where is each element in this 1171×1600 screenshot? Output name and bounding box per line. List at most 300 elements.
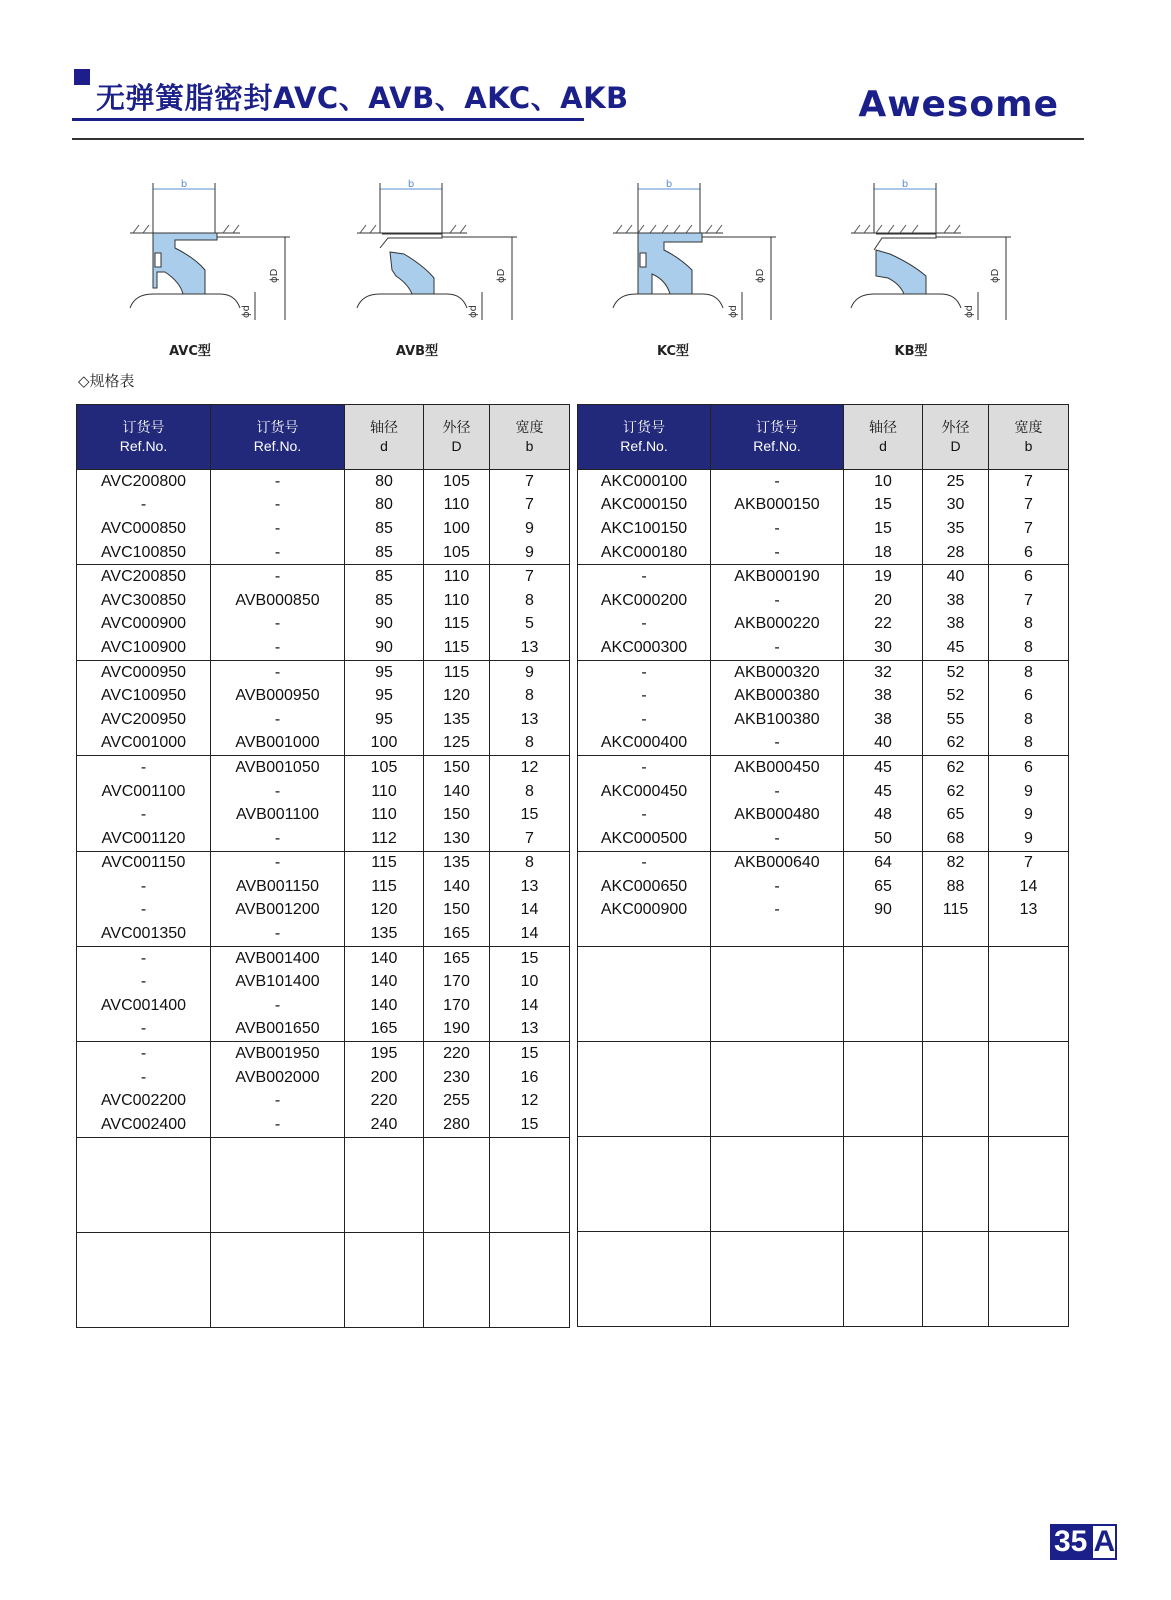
table-cell: 110 [424,565,490,589]
table-cell: 7 [989,517,1069,541]
table-cell: 7 [989,494,1069,518]
table-cell: 105 [424,470,490,494]
table-row [77,970,570,994]
table-cell: 16 [490,1066,570,1090]
table-cell: 9 [490,660,570,684]
table-empty-group [578,946,1069,1041]
table-empty-cell [345,1137,424,1232]
header-outer-diameter [923,405,989,470]
table-cell: 280 [424,1113,490,1137]
table-row-group [77,946,570,1041]
table-cell: 170 [424,970,490,994]
table-cell: 15 [490,946,570,970]
table-cell: - [77,875,211,899]
table-empty-cell [844,1041,923,1136]
table-empty-cell [844,1136,923,1231]
table-row [578,684,1069,708]
avb-b-label: b [407,179,415,190]
table-cell: 115 [345,851,424,875]
table-row [578,660,1069,684]
table-cell: 85 [345,589,424,613]
table-empty-cell [490,1137,570,1232]
header-ref-no-2-en: Ref.No. [753,438,801,454]
table-empty-cell [923,1231,989,1326]
table-cell: 55 [923,708,989,732]
table-empty-cell [77,1232,211,1327]
table-row [77,1018,570,1042]
table-row-group [77,756,570,851]
page-number [1050,1524,1117,1560]
table-cell: 8 [989,613,1069,637]
spec-table-title: ◇规格表 [78,372,135,390]
table-cell: - [77,803,211,827]
table-row [77,827,570,851]
table-cell: AVC000900 [77,613,211,637]
header-shaft-cn: 轴径 [370,419,398,435]
table-cell: 220 [424,1042,490,1066]
table-row [77,708,570,732]
table-cell: AVC001100 [77,780,211,804]
header-ref-no-1 [77,405,211,470]
table-empty-cell [578,1231,711,1326]
table-row [578,494,1069,518]
table-cell: - [711,827,844,851]
table-cell: 85 [345,541,424,565]
table-row [578,732,1069,756]
kb-d-label: ϕd [964,305,975,318]
table-row [578,875,1069,899]
kb-D-label: ϕD [990,268,1001,283]
table-cell: 115 [345,875,424,899]
diagram-kb [846,178,1036,358]
table-row [77,1089,570,1113]
table-empty-group [578,1136,1069,1231]
table-cell: - [211,613,345,637]
table-cell: 25 [923,470,989,494]
table-cell: 8 [989,732,1069,756]
table-row [578,589,1069,613]
table-cell: 65 [844,875,923,899]
table-cell: 6 [989,756,1069,780]
table-cell: - [578,565,711,589]
table-row [77,994,570,1018]
table-cell: 48 [844,803,923,827]
table-row [77,470,570,494]
avb-D-label: ϕD [496,268,507,283]
table-cell: 14 [490,899,570,923]
table-cell: 20 [844,589,923,613]
table-cell: AKC000100 [578,470,711,494]
table-cell: 80 [345,470,424,494]
table-cell: - [77,756,211,780]
table-cell: - [711,780,844,804]
table-empty-cell [578,1041,711,1136]
table-row [578,922,1069,946]
table-cell: 7 [989,851,1069,875]
header-shaft-diameter [844,405,923,470]
table-cell: AVC300850 [77,589,211,613]
table-cell: 140 [345,946,424,970]
table-cell: - [578,684,711,708]
table-cell: 100 [424,517,490,541]
table-cell: 9 [989,803,1069,827]
table-cell: 62 [923,732,989,756]
table-cell: 9 [989,780,1069,804]
table-cell: 255 [424,1089,490,1113]
table-cell: 45 [923,636,989,660]
table-cell: 6 [989,541,1069,565]
table-empty-row [77,1137,570,1232]
table-cell: - [711,899,844,923]
table-cell: 7 [989,589,1069,613]
table-row-group [578,660,1069,755]
header-shaft-en: d [879,438,887,454]
table-row-group [578,851,1069,946]
header-ref-no-1-cn: 订货号 [122,419,165,435]
table-cell: 64 [844,851,923,875]
table-cell: - [711,470,844,494]
avc-seal-diagram [125,178,315,328]
table-cell: AVB001950 [211,1042,345,1066]
table-empty-cell [211,1232,345,1327]
table-cell: 85 [345,517,424,541]
table-row [77,541,570,565]
table-cell: 6 [989,684,1069,708]
table-cell: AKC000200 [578,589,711,613]
table-cell: 38 [844,684,923,708]
table-empty-cell [923,946,989,1041]
header-ref-no-2-en: Ref.No. [253,438,302,454]
avc-D-label: ϕD [269,268,280,283]
table-cell: 112 [345,827,424,851]
table-cell: - [578,613,711,637]
table-row [578,565,1069,589]
table-cell: - [77,1018,211,1042]
table-cell: - [211,565,345,589]
table-cell: 18 [844,541,923,565]
table-empty-group [578,1041,1069,1136]
table-empty-cell [345,1232,424,1327]
table-cell: 32 [844,660,923,684]
table-cell: 38 [844,708,923,732]
table-cell: 38 [923,589,989,613]
table-cell: 62 [923,780,989,804]
diagram-avb [352,178,542,358]
table-row-group [77,851,570,946]
table-row [77,946,570,970]
table-cell: - [211,708,345,732]
header-ref-no-2 [711,405,844,470]
table-cell: 22 [844,613,923,637]
table-empty-cell [711,1231,844,1326]
table-cell: - [211,541,345,565]
table-cell: - [77,1042,211,1066]
table-row [77,1066,570,1090]
kb-b-label: b [901,179,909,190]
table-cell: 13 [490,708,570,732]
header-divider [72,138,1084,140]
table-empty-cell [424,1232,490,1327]
header-ref-no-2-cn: 订货号 [756,419,798,435]
table-cell: AKC000900 [578,899,711,923]
table-cell: 125 [424,732,490,756]
table-cell: AKC000450 [578,780,711,804]
table-cell: 120 [424,684,490,708]
table-cell: - [578,708,711,732]
table-cell: 8 [490,851,570,875]
table-cell: 140 [345,970,424,994]
table-cell: - [77,899,211,923]
page-title: 无弹簧脂密封AVC、AVB、AKC、AKB [96,81,629,115]
table-cell: AVC002200 [77,1089,211,1113]
table-cell: - [211,1089,345,1113]
table-cell: 165 [424,922,490,946]
table-cell: 45 [844,780,923,804]
table-cell: 230 [424,1066,490,1090]
table-cell: 135 [424,851,490,875]
table-cell: 8 [989,708,1069,732]
table-cell: - [211,470,345,494]
title-square-icon [74,69,90,85]
table-cell: AKC000500 [578,827,711,851]
table-cell: 30 [844,636,923,660]
table-cell: 90 [345,613,424,637]
header-ref-no-1 [578,405,711,470]
table-cell: AKC000300 [578,636,711,660]
table-row [578,803,1069,827]
table-empty-cell [844,946,923,1041]
table-cell: 100 [345,732,424,756]
table-empty-group [77,1232,570,1327]
table-cell: AKB000190 [711,565,844,589]
table-empty-row [578,1231,1069,1326]
table-cell: AVC001350 [77,922,211,946]
table-cell: 220 [345,1089,424,1113]
table-cell [578,922,711,946]
table-cell: 95 [345,708,424,732]
table-cell: 120 [345,899,424,923]
table-row [77,1113,570,1137]
header-ref-no-1-en: Ref.No. [119,438,168,454]
table-row [77,517,570,541]
table-cell: 115 [923,899,989,923]
table-row [77,684,570,708]
table-cell: AVB001200 [211,899,345,923]
table-empty-row [578,946,1069,1041]
header-ref-no-1-en: Ref.No. [620,438,668,454]
table-cell: 13 [989,899,1069,923]
table-cell: AVB001000 [211,732,345,756]
header-width-en: b [525,438,534,454]
table-cell: 8 [989,660,1069,684]
kc-D-label: ϕD [755,268,766,283]
table-cell: AKC100150 [578,517,711,541]
table-cell: - [77,1066,211,1090]
avc-d-label: ϕd [241,305,252,318]
table-cell: 165 [345,1018,424,1042]
spec-table-right [577,404,1069,1327]
table-empty-cell [989,1136,1069,1231]
table-row-group [578,470,1069,565]
header-outer-cn: 外径 [442,419,471,435]
table-cell: AVB001400 [211,946,345,970]
table-cell: 10 [490,970,570,994]
table-cell: 90 [844,899,923,923]
table-cell: AVC100950 [77,684,211,708]
table-empty-cell [923,1041,989,1136]
table-cell: - [578,756,711,780]
table-cell [989,922,1069,946]
table-cell: 7 [490,827,570,851]
table-cell: 15 [490,803,570,827]
table-cell: 90 [345,636,424,660]
table-cell: 19 [844,565,923,589]
table-cell [923,922,989,946]
diagram-kc [608,178,798,358]
table-cell: 140 [424,875,490,899]
table-cell: 110 [424,589,490,613]
table-row [77,565,570,589]
table-cell: 110 [345,780,424,804]
table-row [578,827,1069,851]
table-cell: 135 [424,708,490,732]
table-cell: - [578,851,711,875]
table-empty-cell [211,1137,345,1232]
table-cell: 45 [844,756,923,780]
table-row [578,517,1069,541]
table-cell: AVB000950 [211,684,345,708]
table-cell: 68 [923,827,989,851]
table-cell: 115 [424,636,490,660]
table-cell: 135 [345,922,424,946]
avc-b-label: b [180,179,188,190]
header-width [490,405,570,470]
table-cell: 15 [844,494,923,518]
table-empty-cell [844,1231,923,1326]
table-row [77,780,570,804]
table-row [578,541,1069,565]
header-outer-cn: 外径 [941,419,970,435]
table-cell: 12 [490,756,570,780]
table-cell: AKC000400 [578,732,711,756]
table-cell: - [211,494,345,518]
table-cell: 14 [989,875,1069,899]
table-cell: - [211,517,345,541]
header-outer-en: D [950,438,961,454]
table-cell: AVC002400 [77,1113,211,1137]
table-cell: 9 [490,517,570,541]
page-number-value: 35 [1050,1524,1091,1560]
table-cell: 110 [345,803,424,827]
table-cell: 7 [989,470,1069,494]
spec-table-left [76,404,570,1328]
table-cell: 140 [345,994,424,1018]
header-width-en: b [1024,438,1033,454]
table-cell: AVB001650 [211,1018,345,1042]
table-cell: 30 [923,494,989,518]
table-cell: 8 [490,684,570,708]
table-cell: AKB000450 [711,756,844,780]
header-width [989,405,1069,470]
kc-d-label: ϕd [728,305,739,318]
table-empty-cell [923,1136,989,1231]
table-cell: 15 [490,1042,570,1066]
table-cell [711,922,844,946]
table-cell: 115 [424,660,490,684]
table-cell: AVC200950 [77,708,211,732]
table-row [578,470,1069,494]
table-empty-row [578,1041,1069,1136]
title-underline [72,118,584,121]
table-cell: 14 [490,922,570,946]
table-empty-group [578,1231,1069,1326]
header-shaft-en: d [380,438,388,454]
table-cell: - [711,541,844,565]
table-cell: - [211,827,345,851]
table-cell: 28 [923,541,989,565]
table-cell: 35 [923,517,989,541]
table-cell: 7 [490,470,570,494]
table-cell: 8 [989,636,1069,660]
table-cell: 15 [844,517,923,541]
table-row [77,660,570,684]
table-cell: - [578,660,711,684]
table-row [77,613,570,637]
table-cell: 110 [424,494,490,518]
diagram-label-kb: KB型 [894,344,928,359]
table-cell: AKB100380 [711,708,844,732]
table-row [77,1042,570,1066]
table-cell: - [711,732,844,756]
table-cell: 105 [345,756,424,780]
table-row [578,636,1069,660]
table-cell: - [711,517,844,541]
table-cell: 50 [844,827,923,851]
brand-logo: Awesome [858,84,1059,125]
table-row [578,899,1069,923]
header-width-cn: 宽度 [515,419,544,435]
table-row [77,494,570,518]
table-cell: 150 [424,899,490,923]
table-empty-row [578,1136,1069,1231]
table-empty-cell [989,1231,1069,1326]
table-empty-row [77,1232,570,1327]
table-cell: AKB000640 [711,851,844,875]
table-cell: 5 [490,613,570,637]
table-cell: 40 [923,565,989,589]
table-row-group [77,470,570,565]
table-row [77,875,570,899]
table-cell: 85 [345,565,424,589]
table-cell: 15 [490,1113,570,1137]
table-cell: AVC001000 [77,732,211,756]
table-cell: 9 [989,827,1069,851]
header-ref-no-1-cn: 订货号 [623,419,665,435]
table-cell: - [211,851,345,875]
table-empty-cell [989,946,1069,1041]
table-row-group [578,756,1069,851]
table-cell: - [711,875,844,899]
table-cell: - [211,1113,345,1137]
table-cell: - [211,994,345,1018]
table-row [77,922,570,946]
table-cell: 200 [345,1066,424,1090]
header-shaft-cn: 轴径 [869,419,897,435]
table-cell: 80 [345,494,424,518]
table-cell: AKC000180 [578,541,711,565]
table-empty-cell [77,1137,211,1232]
table-cell: - [211,636,345,660]
